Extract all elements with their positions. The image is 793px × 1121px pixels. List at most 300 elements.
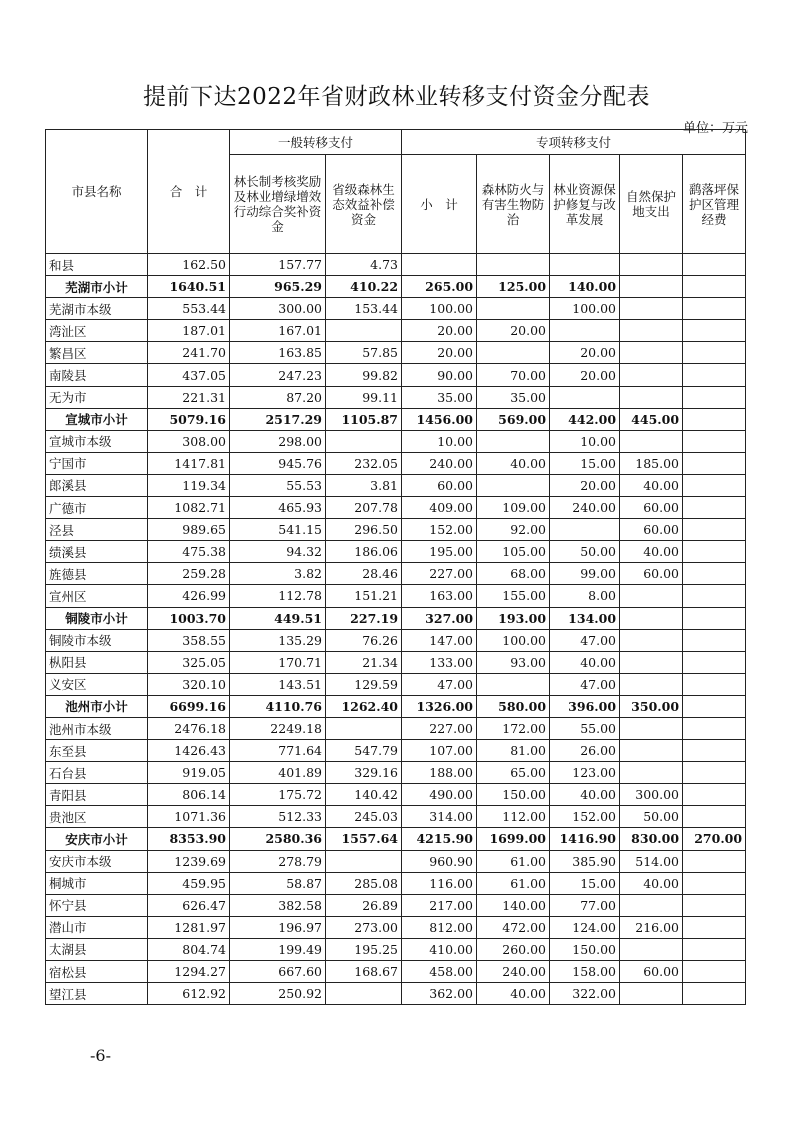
table-row — [46, 563, 746, 585]
cell-s1: 40.00 — [477, 452, 550, 474]
cell-s-sub: 116.00 — [402, 872, 477, 894]
cell-total: 2476.18 — [148, 717, 230, 739]
cell-name: 青阳县 — [46, 784, 148, 806]
cell-name: 和县 — [46, 254, 148, 276]
cell-s3: 60.00 — [620, 497, 683, 519]
cell-name: 无为市 — [46, 386, 148, 408]
allocation-table — [45, 129, 746, 1005]
cell-total: 1003.70 — [148, 607, 230, 629]
cell-total: 308.00 — [148, 430, 230, 452]
cell-s1: 472.00 — [477, 916, 550, 938]
cell-name: 桐城市 — [46, 872, 148, 894]
cell-s-sub: 20.00 — [402, 320, 477, 342]
cell-s2: 124.00 — [550, 916, 620, 938]
cell-total: 325.05 — [148, 651, 230, 673]
cell-s3 — [620, 983, 683, 1005]
cell-s4 — [683, 740, 746, 762]
cell-s3 — [620, 607, 683, 629]
cell-g2 — [326, 983, 402, 1005]
table-row — [46, 983, 746, 1005]
cell-g2 — [326, 430, 402, 452]
cell-g1: 667.60 — [230, 961, 326, 983]
table-row — [46, 320, 746, 342]
cell-s4 — [683, 452, 746, 474]
cell-s2: 50.00 — [550, 541, 620, 563]
cell-s3 — [620, 629, 683, 651]
cell-s4 — [683, 916, 746, 938]
table-row — [46, 474, 746, 496]
cell-s1 — [477, 474, 550, 496]
cell-name: 枞阳县 — [46, 651, 148, 673]
table-row — [46, 894, 746, 916]
cell-s-sub: 107.00 — [402, 740, 477, 762]
cell-g1: 401.89 — [230, 762, 326, 784]
cell-s4 — [683, 430, 746, 452]
table-row — [46, 519, 746, 541]
cell-total: 806.14 — [148, 784, 230, 806]
cell-s3 — [620, 386, 683, 408]
cell-s2: 385.90 — [550, 850, 620, 872]
cell-name: 池州市小计 — [46, 695, 148, 717]
cell-s1: 260.00 — [477, 938, 550, 960]
cell-s3: 60.00 — [620, 519, 683, 541]
cell-total: 358.55 — [148, 629, 230, 651]
cell-name: 繁昌区 — [46, 342, 148, 364]
cell-s-sub: 100.00 — [402, 298, 477, 320]
cell-g2: 151.21 — [326, 585, 402, 607]
cell-total: 1071.36 — [148, 806, 230, 828]
cell-s1: 155.00 — [477, 585, 550, 607]
cell-s1: 125.00 — [477, 276, 550, 298]
cell-s-sub: 960.90 — [402, 850, 477, 872]
cell-s2: 396.00 — [550, 695, 620, 717]
cell-g1: 167.01 — [230, 320, 326, 342]
cell-s4 — [683, 585, 746, 607]
cell-s4 — [683, 342, 746, 364]
cell-s2: 40.00 — [550, 784, 620, 806]
cell-s4 — [683, 298, 746, 320]
cell-s3 — [620, 342, 683, 364]
cell-s-sub: 35.00 — [402, 386, 477, 408]
cell-g1: 2580.36 — [230, 828, 326, 850]
cell-total: 221.31 — [148, 386, 230, 408]
cell-s-sub: 163.00 — [402, 585, 477, 607]
cell-s-sub — [402, 254, 477, 276]
header-s4: 鹞落坪保护区管理经费 — [683, 155, 746, 254]
cell-g1: 382.58 — [230, 894, 326, 916]
cell-s4: 270.00 — [683, 828, 746, 850]
cell-s4 — [683, 629, 746, 651]
header-s-subtotal: 小 计 — [402, 155, 477, 254]
subtotal-row — [46, 408, 746, 430]
cell-s4 — [683, 254, 746, 276]
cell-s1: 100.00 — [477, 629, 550, 651]
header-g2: 省级森林生态效益补偿资金 — [326, 155, 402, 254]
table-row — [46, 806, 746, 828]
cell-s4 — [683, 497, 746, 519]
table-row — [46, 364, 746, 386]
cell-s2 — [550, 320, 620, 342]
table-row — [46, 452, 746, 474]
cell-g1: 112.78 — [230, 585, 326, 607]
unit-label: 单位：万元 — [682, 121, 748, 136]
cell-s3 — [620, 938, 683, 960]
cell-s-sub: 409.00 — [402, 497, 477, 519]
cell-s3: 50.00 — [620, 806, 683, 828]
cell-name: 芜湖市小计 — [46, 276, 148, 298]
cell-total: 475.38 — [148, 541, 230, 563]
cell-g2 — [326, 320, 402, 342]
cell-s2: 20.00 — [550, 364, 620, 386]
cell-name: 宣城市小计 — [46, 408, 148, 430]
cell-s2: 99.00 — [550, 563, 620, 585]
cell-s4 — [683, 695, 746, 717]
cell-total: 119.34 — [148, 474, 230, 496]
cell-s4 — [683, 276, 746, 298]
cell-total: 426.99 — [148, 585, 230, 607]
cell-s2: 15.00 — [550, 452, 620, 474]
cell-s3 — [620, 254, 683, 276]
cell-s3 — [620, 651, 683, 673]
cell-s4 — [683, 961, 746, 983]
cell-g2 — [326, 850, 402, 872]
cell-total: 241.70 — [148, 342, 230, 364]
cell-name: 贵池区 — [46, 806, 148, 828]
cell-s1: 81.00 — [477, 740, 550, 762]
cell-total: 8353.90 — [148, 828, 230, 850]
cell-s2 — [550, 254, 620, 276]
cell-g1: 541.15 — [230, 519, 326, 541]
cell-s4 — [683, 474, 746, 496]
cell-s3 — [620, 276, 683, 298]
cell-s4 — [683, 806, 746, 828]
cell-g2: 168.67 — [326, 961, 402, 983]
cell-total: 320.10 — [148, 673, 230, 695]
table-row — [46, 850, 746, 872]
cell-s3 — [620, 673, 683, 695]
cell-s3 — [620, 717, 683, 739]
cell-s2: 1416.90 — [550, 828, 620, 850]
cell-name: 铜陵市小计 — [46, 607, 148, 629]
cell-s1: 61.00 — [477, 850, 550, 872]
cell-s2: 26.00 — [550, 740, 620, 762]
cell-s3: 60.00 — [620, 563, 683, 585]
cell-g1: 298.00 — [230, 430, 326, 452]
cell-g1: 55.53 — [230, 474, 326, 496]
cell-total: 1082.71 — [148, 497, 230, 519]
table-row — [46, 961, 746, 983]
cell-s2: 8.00 — [550, 585, 620, 607]
cell-s4 — [683, 784, 746, 806]
cell-total: 259.28 — [148, 563, 230, 585]
header-general: 一般转移支付 — [230, 130, 402, 155]
cell-s2: 240.00 — [550, 497, 620, 519]
cell-total: 626.47 — [148, 894, 230, 916]
cell-s1: 35.00 — [477, 386, 550, 408]
cell-g2: 1262.40 — [326, 695, 402, 717]
table-row — [46, 298, 746, 320]
table-row — [46, 430, 746, 452]
cell-g2: 3.81 — [326, 474, 402, 496]
subtotal-row — [46, 695, 746, 717]
cell-s1: 240.00 — [477, 961, 550, 983]
cell-s1: 20.00 — [477, 320, 550, 342]
cell-g2: 153.44 — [326, 298, 402, 320]
cell-s-sub: 314.00 — [402, 806, 477, 828]
cell-s2: 140.00 — [550, 276, 620, 298]
cell-g1: 196.97 — [230, 916, 326, 938]
cell-g1: 94.32 — [230, 541, 326, 563]
cell-s-sub: 147.00 — [402, 629, 477, 651]
cell-name: 南陵县 — [46, 364, 148, 386]
cell-s-sub: 458.00 — [402, 961, 477, 983]
cell-name: 怀宁县 — [46, 894, 148, 916]
cell-name: 铜陵市本级 — [46, 629, 148, 651]
cell-s1: 140.00 — [477, 894, 550, 916]
cell-g1: 135.29 — [230, 629, 326, 651]
cell-s4 — [683, 983, 746, 1005]
cell-g1: 163.85 — [230, 342, 326, 364]
cell-s2: 123.00 — [550, 762, 620, 784]
cell-s3 — [620, 430, 683, 452]
cell-s3: 40.00 — [620, 474, 683, 496]
table-row — [46, 585, 746, 607]
cell-g1: 300.00 — [230, 298, 326, 320]
cell-s1 — [477, 430, 550, 452]
cell-g1: 58.87 — [230, 872, 326, 894]
table-row — [46, 673, 746, 695]
table-row — [46, 497, 746, 519]
cell-total: 1281.97 — [148, 916, 230, 938]
cell-s1: 193.00 — [477, 607, 550, 629]
cell-s2: 20.00 — [550, 474, 620, 496]
header-total: 合 计 — [148, 130, 230, 254]
cell-s1 — [477, 673, 550, 695]
cell-s2: 47.00 — [550, 629, 620, 651]
cell-s-sub: 133.00 — [402, 651, 477, 673]
header-s1: 森林防火与有害生物防治 — [477, 155, 550, 254]
cell-g1: 4110.76 — [230, 695, 326, 717]
cell-s3: 514.00 — [620, 850, 683, 872]
subtotal-row — [46, 276, 746, 298]
cell-name: 宣州区 — [46, 585, 148, 607]
cell-s3 — [620, 762, 683, 784]
cell-s1: 105.00 — [477, 541, 550, 563]
cell-total: 989.65 — [148, 519, 230, 541]
cell-g1: 87.20 — [230, 386, 326, 408]
cell-name: 宁国市 — [46, 452, 148, 474]
cell-g1: 170.71 — [230, 651, 326, 673]
header-s2: 林业资源保护修复与改革发展 — [550, 155, 620, 254]
subtotal-row — [46, 828, 746, 850]
cell-name: 郎溪县 — [46, 474, 148, 496]
cell-s2: 322.00 — [550, 983, 620, 1005]
cell-s3 — [620, 320, 683, 342]
table-row — [46, 784, 746, 806]
cell-s3: 216.00 — [620, 916, 683, 938]
cell-g1: 3.82 — [230, 563, 326, 585]
cell-s4 — [683, 850, 746, 872]
cell-s1: 65.00 — [477, 762, 550, 784]
cell-g1: 945.76 — [230, 452, 326, 474]
cell-g1: 2249.18 — [230, 717, 326, 739]
header-g1: 林长制考核奖励及林业增绿增效行动综合奖补资金 — [230, 155, 326, 254]
cell-s1 — [477, 254, 550, 276]
cell-name: 义安区 — [46, 673, 148, 695]
cell-g2: 195.25 — [326, 938, 402, 960]
document-title: 提前下达2022年省财政林业转移支付资金分配表 — [142, 84, 651, 110]
cell-s2 — [550, 519, 620, 541]
cell-s-sub: 4215.90 — [402, 828, 477, 850]
cell-g1: 250.92 — [230, 983, 326, 1005]
cell-s1: 92.00 — [477, 519, 550, 541]
cell-s2: 150.00 — [550, 938, 620, 960]
cell-g2 — [326, 717, 402, 739]
cell-s-sub: 195.00 — [402, 541, 477, 563]
cell-s-sub: 362.00 — [402, 983, 477, 1005]
cell-g2: 329.16 — [326, 762, 402, 784]
cell-name: 安庆市小计 — [46, 828, 148, 850]
cell-s-sub: 265.00 — [402, 276, 477, 298]
table-row — [46, 740, 746, 762]
cell-total: 553.44 — [148, 298, 230, 320]
cell-g2: 296.50 — [326, 519, 402, 541]
cell-s2: 77.00 — [550, 894, 620, 916]
cell-total: 1294.27 — [148, 961, 230, 983]
cell-s3: 60.00 — [620, 961, 683, 983]
cell-s3: 350.00 — [620, 695, 683, 717]
cell-name: 太湖县 — [46, 938, 148, 960]
cell-s4 — [683, 651, 746, 673]
cell-total: 162.50 — [148, 254, 230, 276]
cell-s1: 1699.00 — [477, 828, 550, 850]
cell-s4 — [683, 938, 746, 960]
cell-s3 — [620, 894, 683, 916]
cell-s-sub: 812.00 — [402, 916, 477, 938]
table-row — [46, 342, 746, 364]
cell-name: 泾县 — [46, 519, 148, 541]
cell-total: 1426.43 — [148, 740, 230, 762]
cell-s2: 158.00 — [550, 961, 620, 983]
cell-s2: 20.00 — [550, 342, 620, 364]
table-row — [46, 916, 746, 938]
table-row — [46, 386, 746, 408]
header-name: 市县名称 — [46, 130, 148, 254]
cell-g1: 247.23 — [230, 364, 326, 386]
cell-s3: 40.00 — [620, 541, 683, 563]
cell-s2: 100.00 — [550, 298, 620, 320]
header-s3: 自然保护地支出 — [620, 155, 683, 254]
cell-s4 — [683, 673, 746, 695]
cell-name: 绩溪县 — [46, 541, 148, 563]
table-row — [46, 938, 746, 960]
cell-s3 — [620, 585, 683, 607]
cell-s2: 47.00 — [550, 673, 620, 695]
cell-s-sub: 227.00 — [402, 563, 477, 585]
table-body — [46, 254, 746, 1005]
cell-g2: 547.79 — [326, 740, 402, 762]
cell-s2: 40.00 — [550, 651, 620, 673]
table-row — [46, 254, 746, 276]
cell-g2: 140.42 — [326, 784, 402, 806]
cell-g1: 449.51 — [230, 607, 326, 629]
cell-total: 804.74 — [148, 938, 230, 960]
cell-s-sub: 240.00 — [402, 452, 477, 474]
cell-name: 湾沚区 — [46, 320, 148, 342]
cell-s4 — [683, 519, 746, 541]
cell-name: 安庆市本级 — [46, 850, 148, 872]
cell-g1: 771.64 — [230, 740, 326, 762]
cell-total: 5079.16 — [148, 408, 230, 430]
cell-s1: 68.00 — [477, 563, 550, 585]
header-special: 专项转移支付 — [402, 130, 746, 155]
cell-name: 石台县 — [46, 762, 148, 784]
cell-g2: 26.89 — [326, 894, 402, 916]
cell-g2: 232.05 — [326, 452, 402, 474]
cell-s-sub: 327.00 — [402, 607, 477, 629]
table-row — [46, 762, 746, 784]
cell-s2 — [550, 386, 620, 408]
cell-name: 宣城市本级 — [46, 430, 148, 452]
table-row — [46, 717, 746, 739]
cell-s4 — [683, 408, 746, 430]
table-row — [46, 651, 746, 673]
cell-s3: 445.00 — [620, 408, 683, 430]
cell-total: 187.01 — [148, 320, 230, 342]
cell-s-sub: 152.00 — [402, 519, 477, 541]
cell-s3: 830.00 — [620, 828, 683, 850]
cell-s2: 442.00 — [550, 408, 620, 430]
cell-s1: 580.00 — [477, 695, 550, 717]
cell-g2: 129.59 — [326, 673, 402, 695]
cell-s3 — [620, 298, 683, 320]
cell-s3 — [620, 740, 683, 762]
cell-s2: 152.00 — [550, 806, 620, 828]
cell-g1: 465.93 — [230, 497, 326, 519]
cell-g2: 99.11 — [326, 386, 402, 408]
cell-s1: 70.00 — [477, 364, 550, 386]
cell-s-sub: 60.00 — [402, 474, 477, 496]
cell-name: 池州市本级 — [46, 717, 148, 739]
cell-s4 — [683, 762, 746, 784]
cell-g1: 278.79 — [230, 850, 326, 872]
cell-s1: 40.00 — [477, 983, 550, 1005]
cell-name: 东至县 — [46, 740, 148, 762]
cell-s2: 134.00 — [550, 607, 620, 629]
cell-s-sub: 10.00 — [402, 430, 477, 452]
cell-g2: 21.34 — [326, 651, 402, 673]
cell-name: 潜山市 — [46, 916, 148, 938]
cell-total: 919.05 — [148, 762, 230, 784]
cell-s-sub: 188.00 — [402, 762, 477, 784]
cell-s1: 172.00 — [477, 717, 550, 739]
cell-total: 459.95 — [148, 872, 230, 894]
cell-name: 宿松县 — [46, 961, 148, 983]
cell-s3: 40.00 — [620, 872, 683, 894]
cell-g1: 175.72 — [230, 784, 326, 806]
cell-s1: 93.00 — [477, 651, 550, 673]
cell-g2: 410.22 — [326, 276, 402, 298]
cell-g2: 76.26 — [326, 629, 402, 651]
cell-g2: 99.82 — [326, 364, 402, 386]
cell-total: 612.92 — [148, 983, 230, 1005]
cell-g1: 2517.29 — [230, 408, 326, 430]
cell-s-sub: 47.00 — [402, 673, 477, 695]
cell-s-sub: 90.00 — [402, 364, 477, 386]
cell-total: 437.05 — [148, 364, 230, 386]
cell-s2: 55.00 — [550, 717, 620, 739]
cell-s1 — [477, 298, 550, 320]
